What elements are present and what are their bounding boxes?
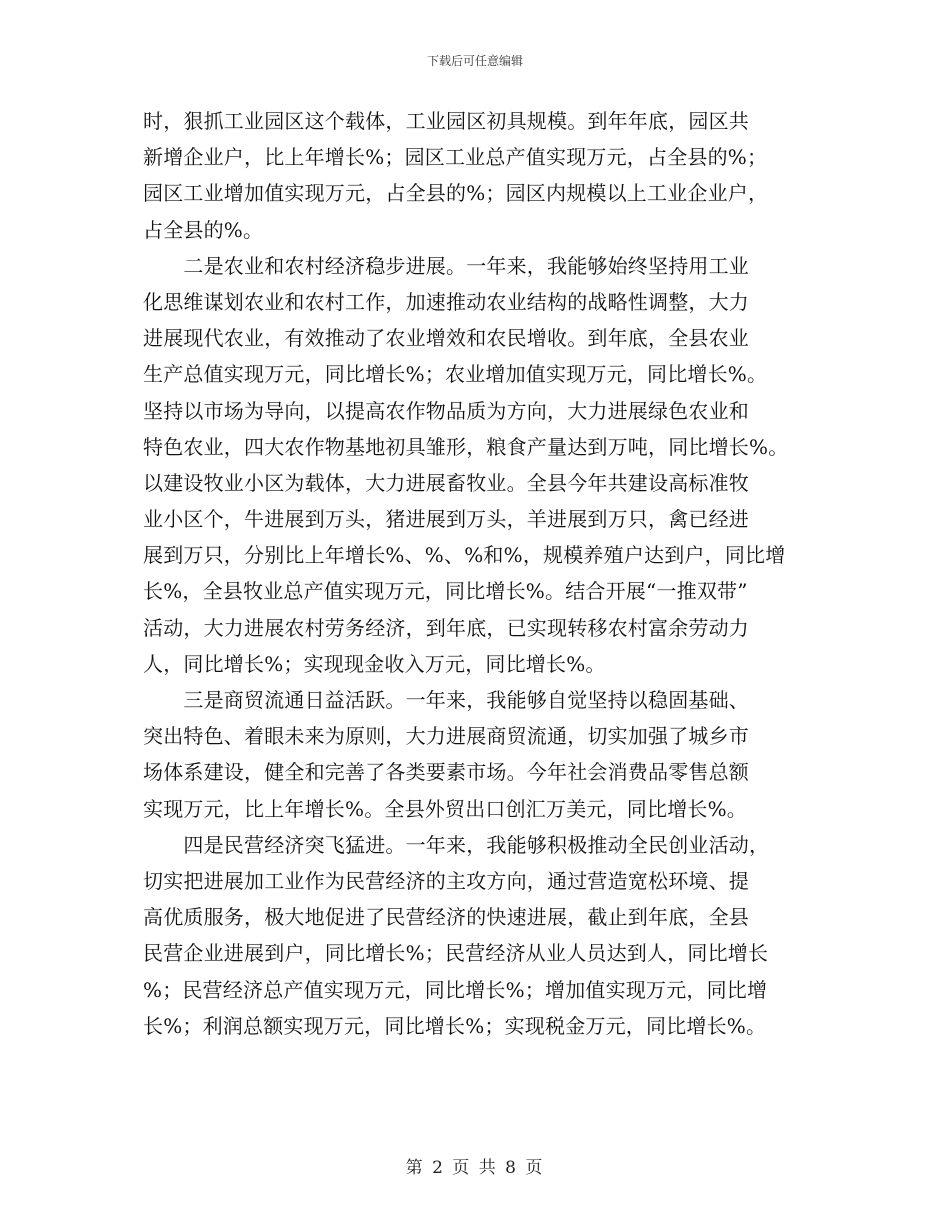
body-line: 切实把进展加工业作为民营经济的主攻方向，通过营造宽松环境、提 (143, 868, 749, 893)
body-line: 新增企业户，比上年增长%；园区工业总产值实现万元，占全县的%； (143, 145, 768, 170)
body-line: 时，狠抓工业园区这个载体，工业园区初具规模。到年年底，园区共 (143, 109, 749, 133)
page-number: 第 2 页 共 8 页 (405, 1158, 545, 1178)
body-line: 高优质服务，极大地促进了民营经济的快速进展，截止到年底，全县 (143, 905, 749, 930)
paragraph-2-line: 二是农业和农村经济稳步进展。一年来，我能够始终坚持用工业 (143, 253, 749, 278)
document-body (143, 103, 803, 1044)
body-line: 人，同比增长%；实现现金收入万元，同比增长%。 (143, 651, 606, 676)
body-line: 特色农业，四大农作物基地初具雏形，粮食产量达到万吨，同比增长%。 (143, 434, 789, 459)
body-line: 生产总值实现万元，同比增长%；农业增加值实现万元，同比增长%。 (143, 362, 768, 387)
body-line: 进展现代农业，有效推动了农业增效和农民增收。到年底，全县农业 (143, 326, 749, 351)
body-line: 坚持以市场为导向，以提高农作物品质为方向，大力进展绿色农业和 (143, 398, 749, 423)
page-header: 下载后可任意编辑 (426, 54, 523, 68)
body-line: 长%，全县牧业总产值实现万元，同比增长%。结合开展“一推双带” (143, 579, 748, 604)
body-line: 突出特色、着眼未来为原则，大力进展商贸流通，切实加强了城乡市 (143, 724, 749, 749)
body-line: 实现万元，比上年增长%。全县外贸出口创汇万美元，同比增长%。 (143, 796, 748, 821)
paragraph-3-line: 三是商贸流通日益活跃。一年来，我能够自觉坚持以稳固基础、 (143, 688, 749, 712)
body-line: 长%；利润总额实现万元，同比增长%；实现税金万元，同比增长%。 (143, 1013, 767, 1038)
body-line: %；民营经济总产值实现万元，同比增长%；增加值实现万元，同比增 (143, 977, 768, 1002)
paragraph-4-line: 四是民营经济突飞猛进。一年来，我能够积极推动全民创业活动， (143, 832, 770, 857)
body-line: 场体系建设，健全和完善了各类要素市场。今年社会消费品零售总额 (143, 760, 749, 785)
body-line: 业小区个，牛进展到万头，猪进展到万头，羊进展到万只，禽已经进 (143, 507, 749, 532)
body-line: 民营企业进展到户，同比增长%；民营经济从业人员达到人，同比增长 (143, 941, 769, 966)
body-line: 园区工业增加值实现万元，占全县的%；园区内规模以上工业企业户， (143, 181, 769, 206)
body-line: 活动，大力进展农村劳务经济，到年底，已实现转移农村富余劳动力 (143, 615, 749, 640)
body-line: 以建设牧业小区为载体，大力进展畜牧业。全县今年共建设高标准牧 (143, 470, 749, 495)
body-line: 展到万只，分别比上年增长%、%、%和%，规模养殖户达到户，同比增 (143, 543, 786, 568)
body-line: 化思维谋划农业和农村工作，加速推动农业结构的战略性调整，大力 (143, 289, 749, 314)
body-line: 占全县的%。 (143, 217, 264, 242)
